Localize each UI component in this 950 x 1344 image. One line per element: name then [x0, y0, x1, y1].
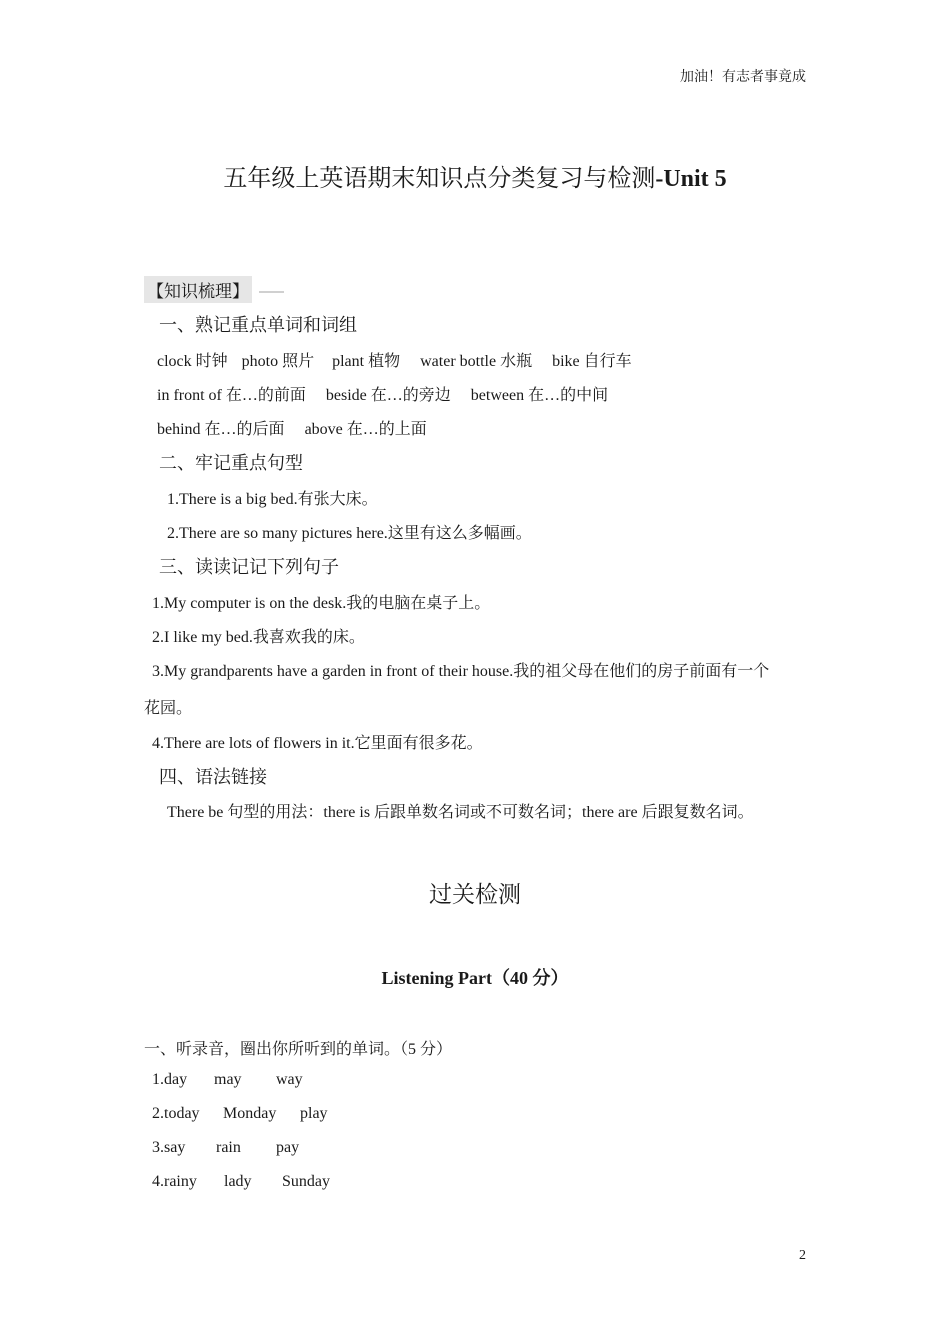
section-heading-2: 二、牢记重点句型	[159, 453, 303, 473]
word-row-3	[152, 1139, 299, 1157]
word-option: Sunday	[282, 1173, 330, 1190]
header-motto: 加油！有志者事竟成	[680, 70, 806, 85]
vocab-item: above 在…的上面	[304, 421, 427, 438]
vocab-item: plant 植物	[332, 353, 401, 370]
word-option: 3.say	[152, 1139, 186, 1156]
section-heading-1: 一、熟记重点单词和词组	[159, 315, 357, 335]
vocab-item: beside 在…的旁边	[325, 387, 451, 404]
sentence-3: 3.My grandparents have a garden in front of their house.我的祖父母在他们的房子前面有一个	[152, 663, 770, 680]
sentence-3-continued: 花园。	[144, 700, 193, 717]
sentence-2: 2.I like my bed.我喜欢我的床。	[152, 629, 365, 646]
section-heading-3: 三、读读记记下列句子	[159, 557, 339, 577]
vocab-row-1	[157, 348, 632, 371]
vocab-item: behind 在…的后面	[157, 421, 285, 438]
page-number: 2	[799, 1248, 806, 1263]
question-1-instruction: 一、听录音，圈出你所听到的单词。（5 分）	[144, 1041, 453, 1058]
word-option: 4.rainy	[152, 1173, 197, 1190]
part-score: （40 分）	[492, 968, 569, 988]
pattern-1: 1.There is a big bed.有张大床。	[167, 491, 378, 508]
sentence-4: 4.There are lots of flowers in it.它里面有很多花。	[152, 735, 483, 752]
word-row-1	[152, 1071, 303, 1089]
title-unit: -Unit 5	[655, 166, 727, 192]
part-label: Listening Part	[381, 968, 492, 988]
word-option: play	[300, 1105, 328, 1122]
vocab-row-3	[157, 416, 427, 439]
word-option: lady	[224, 1173, 252, 1190]
word-option: 1.day	[152, 1071, 188, 1088]
title-main: 五年级上英语期末知识点分类复习与检测	[223, 166, 656, 192]
word-option: 2.today	[152, 1105, 200, 1122]
word-option: may	[214, 1071, 242, 1088]
grammar-note: There be 句型的用法：there is 后跟单数名词或不可数名词；there are 后跟复数名词。	[167, 804, 754, 821]
word-option: pay	[276, 1139, 300, 1156]
knowledge-tag: 【知识梳理】	[144, 276, 252, 303]
word-option: Monday	[223, 1105, 277, 1122]
pattern-2: 2.There are so many pictures here.这里有这么多幅画。	[167, 525, 532, 542]
page-title	[0, 158, 950, 193]
vocab-item: between 在…的中间	[470, 387, 609, 404]
vocab-item: clock 时钟	[157, 353, 228, 370]
vocab-item: in front of 在…的前面	[157, 387, 306, 404]
vocab-item: photo 照片	[241, 353, 315, 370]
section-heading-4: 四、语法链接	[159, 767, 267, 787]
vocab-item: bike 自行车	[552, 353, 632, 370]
word-row-4	[152, 1173, 330, 1191]
tag-underline	[259, 291, 284, 293]
listening-part-heading	[0, 964, 950, 990]
word-option: rain	[216, 1139, 241, 1156]
word-row-2	[152, 1105, 328, 1123]
word-option: way	[276, 1071, 303, 1088]
sentence-1: 1.My computer is on the desk.我的电脑在桌子上。	[152, 595, 491, 612]
vocab-item: water bottle 水瓶	[420, 353, 533, 370]
test-heading: 过关检测	[429, 882, 521, 907]
vocab-row-2	[157, 382, 608, 405]
